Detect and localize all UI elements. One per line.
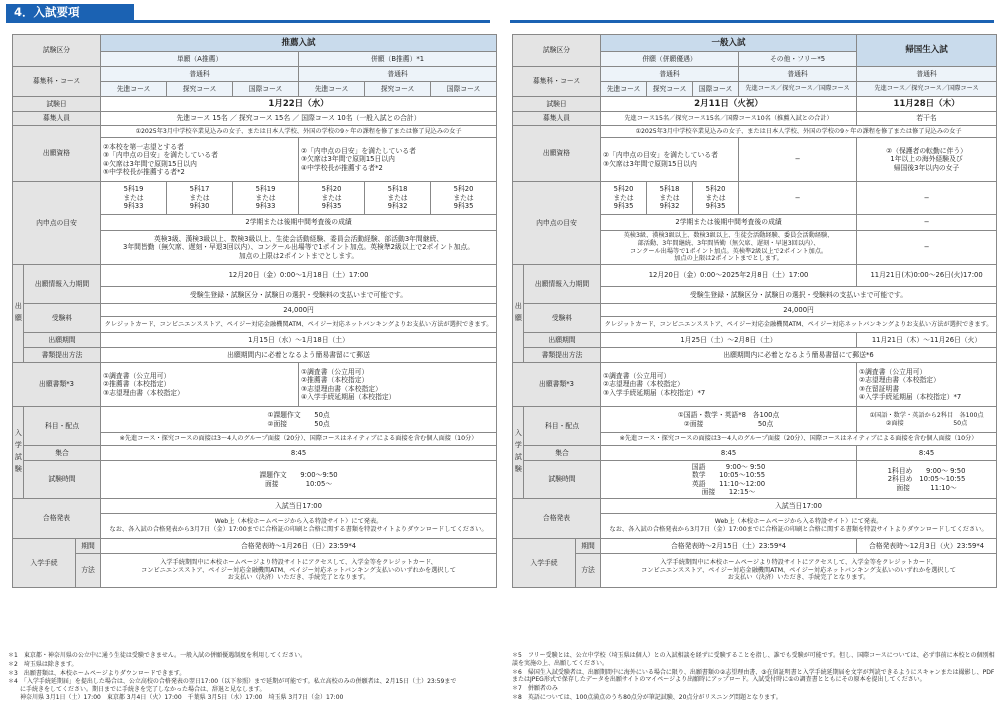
type-a: 併願（併願優遇）	[601, 52, 739, 67]
entry-note: 受験生登録・試験区分・試験日の選択・受験料の支払いまで可能です。	[101, 287, 497, 304]
footnote: ＊3 出願書類は、本校ホームページよりダウンロードできます。	[8, 669, 186, 677]
footnote: ＊1 東京都・神奈川県の公立中に通う生徒は受験できません。一般入試の併願優遇制度を利用してください。	[8, 652, 307, 659]
label-naishin: 内申点の目安	[513, 182, 601, 265]
proc-period-returnee: 合格発表時〜12月3日（火）23:59*4	[857, 539, 997, 554]
exam-time: 課題作文 9:00〜9:50 面接 10:05〜	[101, 461, 497, 499]
label-category: 試験区分	[513, 35, 601, 67]
label-entry-period: 出願情報入力期間	[524, 265, 601, 304]
side-application: 出願	[513, 265, 524, 363]
label-proc-period: 期間	[576, 539, 601, 554]
recommendation-table	[12, 34, 496, 588]
label-exam-time: 試験時間	[24, 461, 101, 499]
dept-a: 普通科	[601, 67, 739, 82]
naishin-returnee: −	[857, 182, 997, 215]
label-submission: 書類提出方法	[24, 348, 101, 363]
app-period: 1月25日（土）〜2月8日（土）	[601, 333, 857, 348]
label-proc-period: 期間	[76, 539, 101, 554]
footnote: ＊6 帰国生入試受験者は、出願期間中に海外にいる場合に限り、出願書類の②志望理由書、③在留証明書と入学手続延期届を文字が判読できるようにスキャンまたは撮影し、PDFまたはJPEG形式で保存したデータを出願サイトのマイページより出願時にアップロード。入試受付時に①の調査書とともにその原本を提出してください。	[512, 668, 995, 684]
app-period-returnee: 11月21日（木）〜11月26日（火）	[857, 333, 997, 348]
label-result: 合格発表	[513, 499, 601, 539]
fee: 24,000円	[101, 304, 497, 317]
exam-name: 一般入試	[601, 35, 857, 52]
capacity-returnee: 若干名	[857, 112, 997, 126]
dept-b: 普通科	[299, 67, 497, 82]
label-naishin: 内申点の目安	[13, 182, 101, 265]
qualification-b: ②「内申点の目安」を満たしている者 ③欠席は3年間で原則15日以内 ④中学校長が推薦する者*2	[299, 138, 497, 182]
label-exam-time: 試験時間	[524, 461, 601, 499]
naishin-value: 5科18 または 9科32	[647, 182, 693, 215]
label-app-period: 出願期間	[524, 333, 601, 348]
exam-name: 推薦入試	[101, 35, 497, 52]
subjects-note: ※先進コース・探究コースの面接は3〜4人のグループ面接（20分）、国際コースはネイティブによる面接を含む個人面接（10分）	[101, 433, 497, 446]
dept-c: 普通科	[857, 67, 997, 82]
submission: 出願期間内に必着となるよう簡易書留にて郵送	[101, 348, 497, 363]
capacity: 先進コース15名／探究コース15名／国際コース10名（推薦入試との合計）	[601, 112, 857, 126]
label-date: 試験日	[513, 97, 601, 112]
naishin-value: 5科20 または 9科35	[299, 182, 365, 215]
label-subjects: 科目・配点	[24, 407, 101, 446]
entry-period: 12月20日（金）0:00〜2025年2月8日（土）17:00	[601, 265, 857, 287]
documents-a: ①調査書（公立用可） ②推薦書（本校指定） ③志望理由書（本校指定）	[101, 363, 299, 407]
app-period: 1月15日（水）〜1月18日（土）	[101, 333, 497, 348]
label-proc-method: 方法	[76, 554, 101, 588]
side-exam: 入学試験	[513, 407, 524, 499]
label-meet: 集合	[24, 446, 101, 461]
label-meet: 集合	[524, 446, 601, 461]
course: 先進コース	[601, 82, 647, 97]
qualification-c: ②（保護者の転勤に伴う） 1年以上の海外経験及び 帰国後3年以内の女子	[857, 138, 997, 182]
label-category: 試験区分	[13, 35, 101, 67]
naishin-note: 2学期または後期中間考査後の成績	[601, 215, 857, 231]
footnote: ＊2 埼玉県は除きます。	[8, 660, 78, 668]
exam-time-returnee: 1科目め 9:00〜 9:50 2科目め 10:05〜10:55 面接 11:10〜	[857, 461, 997, 499]
label-qualification: 出願資格	[13, 126, 101, 182]
result-date: 入試当日17:00	[101, 499, 497, 514]
general-table	[512, 34, 996, 588]
title-rule-right	[510, 20, 994, 23]
course: 探究コース	[167, 82, 233, 97]
naishin-free: −	[739, 182, 857, 215]
qualification-b: −	[739, 138, 857, 182]
dept-b: 普通科	[739, 67, 857, 82]
result-date: 入試当日17:00	[601, 499, 997, 514]
footnote: ＊4 「入学手続延期届」を提出した場合は、公立高校の合格発表の翌日17:00（以下参照）まで延期が可能です。私立高校のみの併願者は、2月15日（土）23:59まで に手続きをしてください。期日までに手続きを完了しなかった場合は、辞退と見なします。 神奈川県 3月1日（土）17:00 東京都 3月4日（火）17:00 千葉県 3月5日（水）17:00 埼玉県 3月7日（金）17:00	[8, 678, 457, 701]
proc-period: 合格発表時〜2月15日（土）23:59*4	[601, 539, 857, 554]
qualification-a: ②本校を第一志望とする者 ③「内申点の目安」を満たしている者 ④欠席は3年間で原則15日以内 ⑤中学校長が推薦する者*2	[101, 138, 299, 182]
qualification-a: ②「内申点の目安」を満たしている者 ③欠席は3年間で原則15日以内	[601, 138, 739, 182]
label-documents: 出願書類*3	[513, 363, 601, 407]
naishin-bonus: 英検3級、漢検3級以上、数検3級以上、生徒会活動経験、委員会活動経験、 部活動、3年間継続、3年間皆勤（無欠席、遅刻・早退3回以内）、 コンクール出場等で1ポイント加点。英検準2級以上で2ポイント加点。 加点の上限は2ポイントまでとします。	[601, 231, 857, 265]
course: 国際コース	[431, 82, 497, 97]
entry-note: 受験生登録・試験区分・試験日の選択・受験料の支払いまで可能です。	[601, 287, 997, 304]
entry-period-returnee: 11月21日(木)0:00〜26日(火)17:00	[857, 265, 997, 287]
fee-note: クレジットカード、コンビニエンスストア、ペイジー対応金融機関ATM、ペイジー対応ネットバンキングよりお支払い方法が選択できます。	[601, 317, 997, 333]
side-exam: 入学試験	[13, 407, 24, 499]
label-result: 合格発表	[13, 499, 101, 539]
naishin-value: 5科20 または 9科35	[431, 182, 497, 215]
label-course: 募集科・コース	[513, 67, 601, 97]
label-capacity: 募集人員	[513, 112, 601, 126]
label-submission: 書類提出方法	[524, 348, 601, 363]
label-qualification: 出願資格	[513, 126, 601, 182]
subjects-returnee: ①国語・数学・英語から2科目 各100点 ②面接 50点	[857, 407, 997, 433]
course: 先進コース	[299, 82, 365, 97]
dept-a: 普通科	[101, 67, 299, 82]
documents-returnee: ①調査書（公立用可） ②志望理由書（本校指定） ③在留証明書 ④入学手続延期届（本校指定）*7	[857, 363, 997, 407]
qualification-common: ①2025年3月中学校卒業見込みの女子、または日本人学校、外国の学校の9ヶ年の課程を修了または修了見込みの女子	[601, 126, 997, 138]
course: 国際コース	[233, 82, 299, 97]
footnote: ＊5 フリー受験とは、公立中学校（埼玉県は個人）との入試相談を経ずに受験することを指し、誰でも受験が可能です。但し、国際コースについては、必ず事前に本校との個別相談を実施の上、出願してください。	[512, 652, 995, 667]
label-date: 試験日	[13, 97, 101, 112]
label-course: 募集科・コース	[13, 67, 101, 97]
footnotes-left	[8, 652, 492, 703]
fee: 24,000円	[601, 304, 997, 317]
footnote: ＊8 英語については、100点満点のうち80点分が筆記試験、20点分がリスニング問題となります。	[512, 693, 782, 701]
submission: 出願期間内に必着となるよう簡易書留にて郵送*6	[601, 348, 997, 363]
entry-period: 12月20日（金）0:00〜1月18日（土）17:00	[101, 265, 497, 287]
naishin-value: 5科18 または 9科32	[365, 182, 431, 215]
type-b: 併願（B推薦）*1	[299, 52, 497, 67]
documents-general: ①調査書（公立用可） ②志望理由書（本校指定） ③入学手続延期届（本校指定）*7	[601, 363, 857, 407]
label-documents: 出願書類*3	[13, 363, 101, 407]
fee-note: クレジットカード、コンビニエンスストア、ペイジー対応金融機関ATM、ペイジー対応ネットバンキングよりお支払い方法が選択できます。	[101, 317, 497, 333]
naishin-value: 5科17 または 9科30	[167, 182, 233, 215]
label-entry-period: 出願情報入力期間	[24, 265, 101, 304]
side-application: 出願	[13, 265, 24, 363]
naishin-value: 5科20 または 9科35	[693, 182, 739, 215]
proc-method: 入学手続期間中に本校ホームページより特設サイトにアクセスして、入学金等をクレジットカード、 コンビニエンスストア、ペイジー対応金融機関ATM、ペイジー対応ネットバンキング支払いのいずれかを選択して お支払い（決済）いただき、手続完了となります。	[101, 554, 497, 588]
meet-time: 8:45	[101, 446, 497, 461]
label-fee: 受験料	[24, 304, 101, 333]
footnotes-right	[512, 652, 996, 703]
label-app-period: 出願期間	[24, 333, 101, 348]
exam-date: 1月22日（水）	[101, 97, 497, 112]
meet-time-returnee: 8:45	[857, 446, 997, 461]
subjects: ①課題作文 50点 ②面接 50点	[101, 407, 497, 433]
course: 探究コース	[647, 82, 693, 97]
type-b: その他・フリー*5	[739, 52, 857, 67]
naishin-note-returnee: −	[857, 215, 997, 231]
qualification-common: ①2025年3月中学校卒業見込みの女子、または日本人学校、外国の学校の9ヶ年の課程を修了または修了見込みの女子	[101, 126, 497, 138]
section-title: 4．入試要項	[6, 4, 134, 20]
naishin-note: 2学期または後期中間考査後の成績	[101, 215, 497, 231]
label-proc-method: 方法	[576, 554, 601, 588]
naishin-value: 5科19 または 9科33	[233, 182, 299, 215]
course: 先進コース／探究コース／国際コース	[739, 82, 857, 97]
exam-date: 2月11日（火祝）	[601, 97, 857, 112]
naishin-bonus-returnee: −	[857, 231, 997, 265]
proc-period: 合格発表時〜1月26日（日）23:59*4	[101, 539, 497, 554]
label-fee: 受験料	[524, 304, 601, 333]
capacity: 先進コース 15名 ／ 探究コース 15名 ／ 国際コース 10名（一般入試との合計）	[101, 112, 497, 126]
type-a: 単願（A推薦）	[101, 52, 299, 67]
result-note: Web上（本校ホームページから入る特設サイト）にて発表。 なお、各入試の合格発表から3月7日（金）17:00までに合格証の印刷と合格に関する書類を特設サイトよりダウンロードしてください。	[601, 514, 997, 539]
course: 先進コース／探究コース／国際コース	[857, 82, 997, 97]
naishin-bonus: 英検3級、漢検3級以上、数検3級以上、生徒会活動経験、委員会活動経験、部活動3年間継続、 3年間皆勤（無欠席、遅刻・早退3回以内）、コンクール出場等で1ポイント加点。英検準2級以上で2ポイント加点。 加点の上限は2ポイントまでとします。	[101, 231, 497, 265]
course: 探究コース	[365, 82, 431, 97]
exam-time: 国語 9:00〜 9:50 数学 10:05〜10:55 英語 11:10〜12:00 面接 12:15〜	[601, 461, 857, 499]
exam-name-returnee: 帰国生入試	[857, 35, 997, 67]
naishin-value: 5科19 または 9科33	[101, 182, 167, 215]
title-rule-left	[6, 20, 490, 23]
course: 国際コース	[693, 82, 739, 97]
naishin-value: 5科20 または 9科35	[601, 182, 647, 215]
course: 先進コース	[101, 82, 167, 97]
documents-b: ①調査書（公立用可） ②推薦書（本校指定） ③志望理由書（本校指定） ④入学手続延期届（本校指定）	[299, 363, 497, 407]
result-note: Web上（本校ホームページから入る特設サイト）にて発表。 なお、各入試の合格発表から3月7日（金）17:00までに合格証の印刷と合格に関する書類を特設サイトよりダウンロードしてください。	[101, 514, 497, 539]
meet-time: 8:45	[601, 446, 857, 461]
label-capacity: 募集人員	[13, 112, 101, 126]
proc-method: 入学手続期間中に本校ホームページより特設サイトにアクセスして、入学金等をクレジットカード、 コンビニエンスストア、ペイジー対応金融機関ATM、ペイジー対応ネットバンキング支払いのいずれかを選択して お支払い（決済）いただき、手続完了となります。	[601, 554, 997, 588]
footnote: ＊7 併願者のみ	[512, 685, 558, 693]
label-procedure: 入学手続	[13, 539, 76, 588]
subjects: ①国語・数学・英語*8 各100点 ②面接 50点	[601, 407, 857, 433]
label-subjects: 科目・配点	[524, 407, 601, 446]
exam-date-returnee: 11月28日（木）	[857, 97, 997, 112]
label-procedure: 入学手続	[513, 539, 576, 588]
subjects-note: ※先進コース・探究コースの面接は3〜4人のグループ面接（20分）、国際コースはネイティブによる面接を含む個人面接（10分）	[601, 433, 997, 446]
